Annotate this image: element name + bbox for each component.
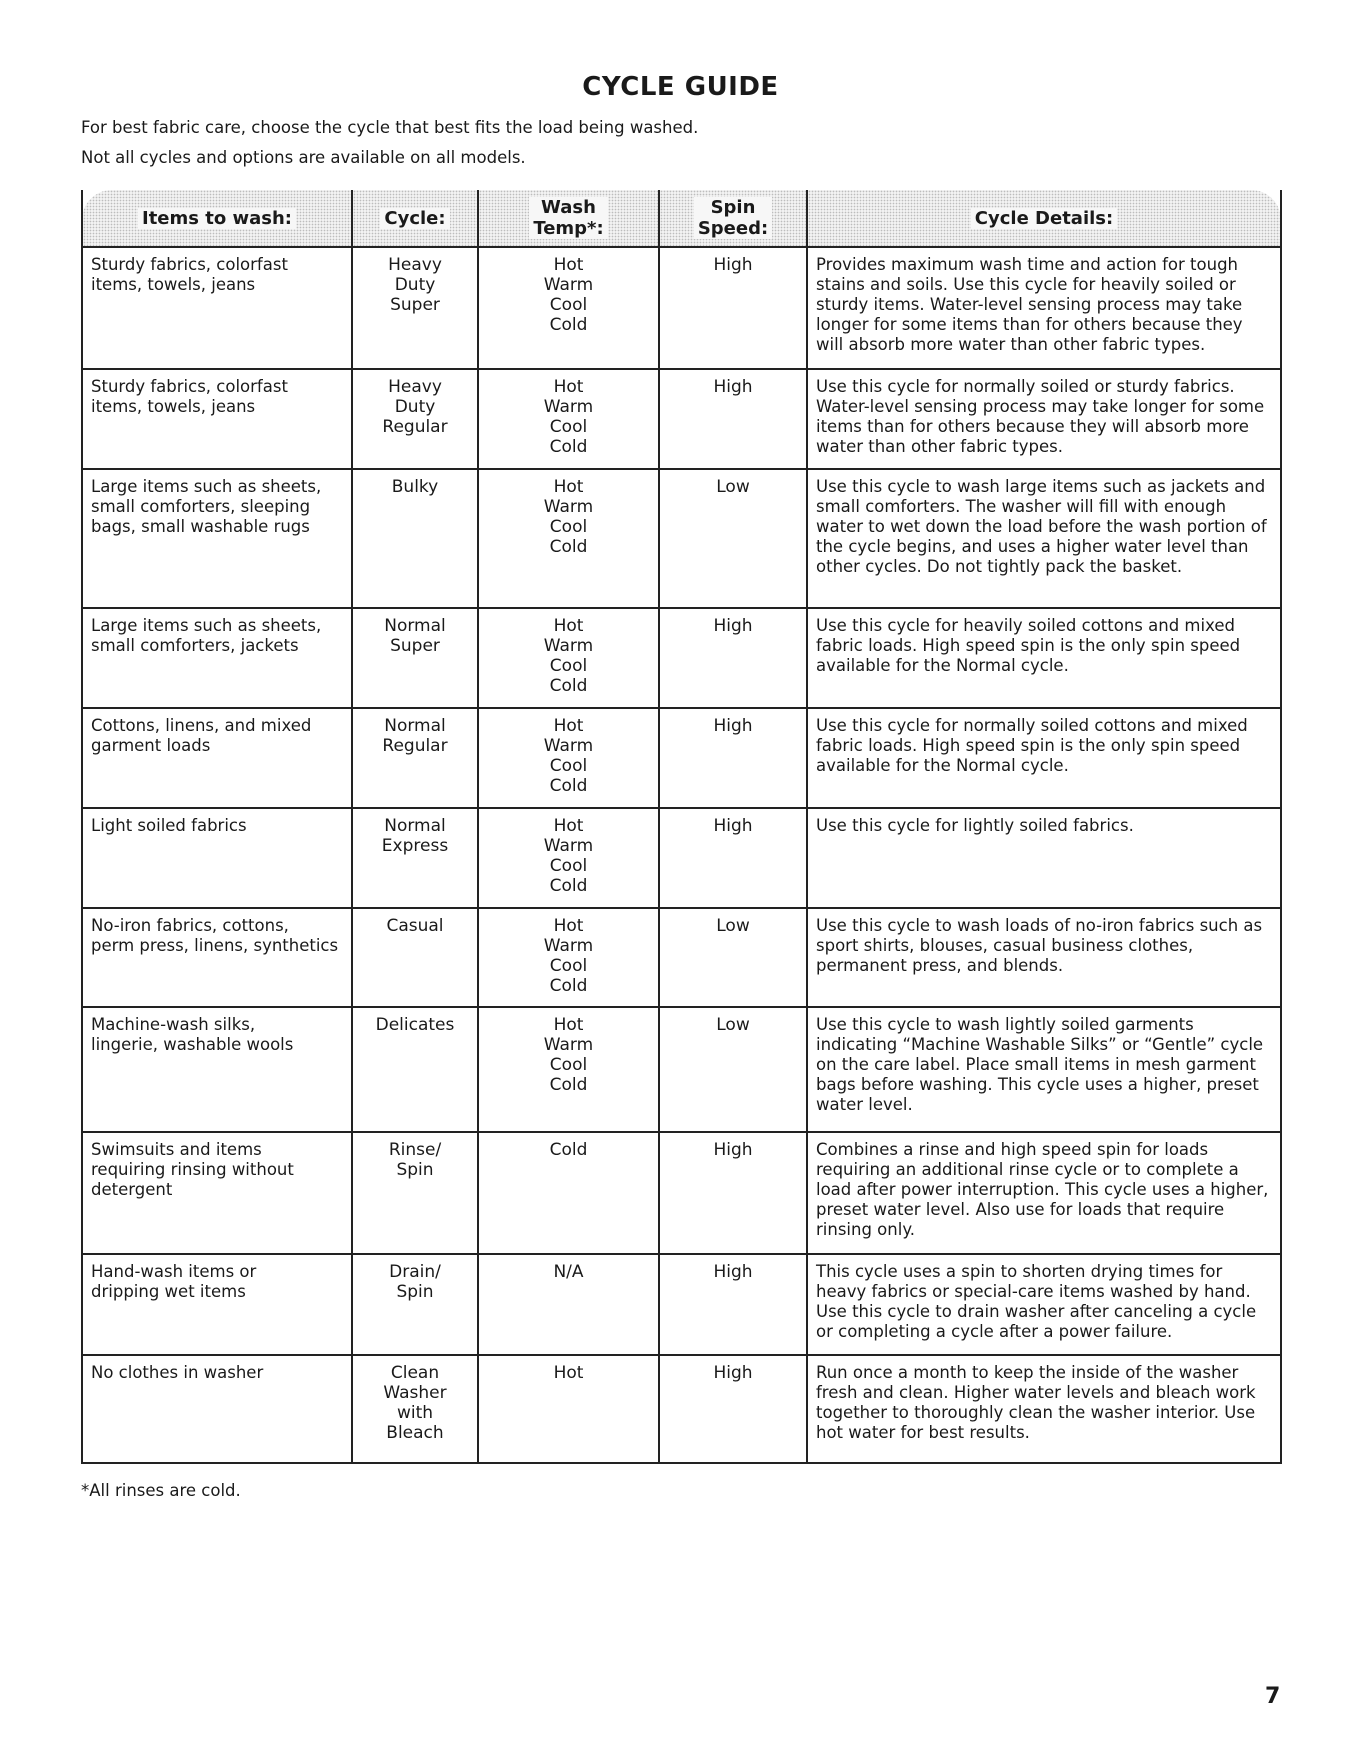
page-number: 7 [1265, 1684, 1281, 1709]
cycle-guide-table [81, 190, 1282, 1464]
table-row [82, 369, 1281, 469]
table-row [82, 608, 1281, 708]
spin-cell: Low [659, 1007, 807, 1132]
details-cell: Use this cycle to wash lightly soiled garments indicating “Machine Washable Silks” or “Gentle” cycle on the care label. Place small items in mesh garment bags before washing. This cycle uses a higher, preset water level. [807, 1007, 1281, 1132]
temp-cell: Hot Warm Cool Cold [478, 369, 659, 469]
items-cell: Light soiled fabrics [82, 808, 352, 908]
items-cell: Sturdy fabrics, colorfast items, towels, jeans [82, 369, 352, 469]
temp-cell: N/A [478, 1254, 659, 1355]
details-cell: Use this cycle for normally soiled cottons and mixed fabric loads. High speed spin is the only spin speed available for the Normal cycle. [807, 708, 1281, 808]
table-row [82, 1254, 1281, 1355]
items-cell: Large items such as sheets, small comforters, jackets [82, 608, 352, 708]
items-cell: Large items such as sheets, small comforters, sleeping bags, small washable rugs [82, 469, 352, 608]
temp-cell: Hot Warm Cool Cold [478, 608, 659, 708]
table-row [82, 247, 1281, 369]
header-cycle-details: Cycle Details: [807, 190, 1281, 247]
footnote: *All rinses are cold. [81, 1481, 241, 1500]
cycle-cell: Drain/ Spin [352, 1254, 478, 1355]
temp-cell: Hot Warm Cool Cold [478, 1007, 659, 1132]
temp-cell: Hot [478, 1355, 659, 1463]
header-items-to-wash: Items to wash: [82, 190, 352, 247]
spin-cell: High [659, 1355, 807, 1463]
cycle-cell: Bulky [352, 469, 478, 608]
items-cell: No-iron fabrics, cottons, perm press, linens, synthetics [82, 908, 352, 1007]
temp-cell: Cold [478, 1132, 659, 1254]
temp-cell: Hot Warm Cool Cold [478, 469, 659, 608]
details-cell: Combines a rinse and high speed spin for loads requiring an additional rinse cycle or to complete a load after power interruption. This cycle uses a higher, preset water level. Also use for loads that require rinsing only. [807, 1132, 1281, 1254]
spin-cell: High [659, 608, 807, 708]
table-row [82, 1132, 1281, 1254]
table-row [82, 708, 1281, 808]
cycle-cell: Normal Super [352, 608, 478, 708]
temp-cell: Hot Warm Cool Cold [478, 708, 659, 808]
items-cell: Cottons, linens, and mixed garment loads [82, 708, 352, 808]
items-cell: No clothes in washer [82, 1355, 352, 1463]
table-header-row [82, 190, 1281, 247]
cycle-cell: Normal Regular [352, 708, 478, 808]
header-cycle: Cycle: [352, 190, 478, 247]
details-cell: This cycle uses a spin to shorten drying times for heavy fabrics or special-care items washed by hand. Use this cycle to drain washer after canceling a cycle or completing a cycle after a power failure. [807, 1254, 1281, 1355]
items-cell: Hand-wash items or dripping wet items [82, 1254, 352, 1355]
details-cell: Provides maximum wash time and action for tough stains and soils. Use this cycle for heavily soiled or sturdy items. Water-level sensing process may take longer for some items than for others because they will absorb more water than other fabric types. [807, 247, 1281, 369]
table-row [82, 808, 1281, 908]
details-cell: Use this cycle for heavily soiled cottons and mixed fabric loads. High speed spin is the only spin speed available for the Normal cycle. [807, 608, 1281, 708]
items-cell: Machine-wash silks, lingerie, washable wools [82, 1007, 352, 1132]
temp-cell: Hot Warm Cool Cold [478, 808, 659, 908]
page-title: CYCLE GUIDE [582, 72, 779, 102]
temp-cell: Hot Warm Cool Cold [478, 908, 659, 1007]
spin-cell: High [659, 708, 807, 808]
details-cell: Use this cycle for normally soiled or sturdy fabrics. Water-level sensing process may take longer for some items than for others because they will absorb more water than other fabric types. [807, 369, 1281, 469]
spin-cell: High [659, 369, 807, 469]
items-cell: Sturdy fabrics, colorfast items, towels, jeans [82, 247, 352, 369]
spin-cell: High [659, 1132, 807, 1254]
intro-line-1: For best fabric care, choose the cycle that best fits the load being washed. [81, 118, 699, 137]
table-row [82, 1007, 1281, 1132]
details-cell: Use this cycle to wash large items such as jackets and small comforters. The washer will fill with enough water to wet down the load before the wash portion of the cycle begins, and uses a higher water level than other cycles. Do not tightly pack the basket. [807, 469, 1281, 608]
cycle-cell: Heavy Duty Super [352, 247, 478, 369]
table-row [82, 469, 1281, 608]
cycle-cell: Delicates [352, 1007, 478, 1132]
cycle-cell: Heavy Duty Regular [352, 369, 478, 469]
intro-line-2: Not all cycles and options are available on all models. [81, 148, 526, 167]
temp-cell: Hot Warm Cool Cold [478, 247, 659, 369]
details-cell: Use this cycle to wash loads of no-iron fabrics such as sport shirts, blouses, casual business clothes, permanent press, and blends. [807, 908, 1281, 1007]
cycle-cell: Casual [352, 908, 478, 1007]
details-cell: Use this cycle for lightly soiled fabrics. [807, 808, 1281, 908]
table-row [82, 1355, 1281, 1463]
header-spin-speed: Spin Speed: [659, 190, 807, 247]
spin-cell: High [659, 1254, 807, 1355]
cycle-cell: Normal Express [352, 808, 478, 908]
spin-cell: High [659, 808, 807, 908]
table-row [82, 908, 1281, 1007]
items-cell: Swimsuits and items requiring rinsing without detergent [82, 1132, 352, 1254]
spin-cell: High [659, 247, 807, 369]
cycle-cell: Rinse/ Spin [352, 1132, 478, 1254]
header-wash-temp: Wash Temp*: [478, 190, 659, 247]
spin-cell: Low [659, 469, 807, 608]
details-cell: Run once a month to keep the inside of the washer fresh and clean. Higher water levels and bleach work together to thoroughly clean the washer interior. Use hot water for best results. [807, 1355, 1281, 1463]
spin-cell: Low [659, 908, 807, 1007]
cycle-cell: Clean Washer with Bleach [352, 1355, 478, 1463]
